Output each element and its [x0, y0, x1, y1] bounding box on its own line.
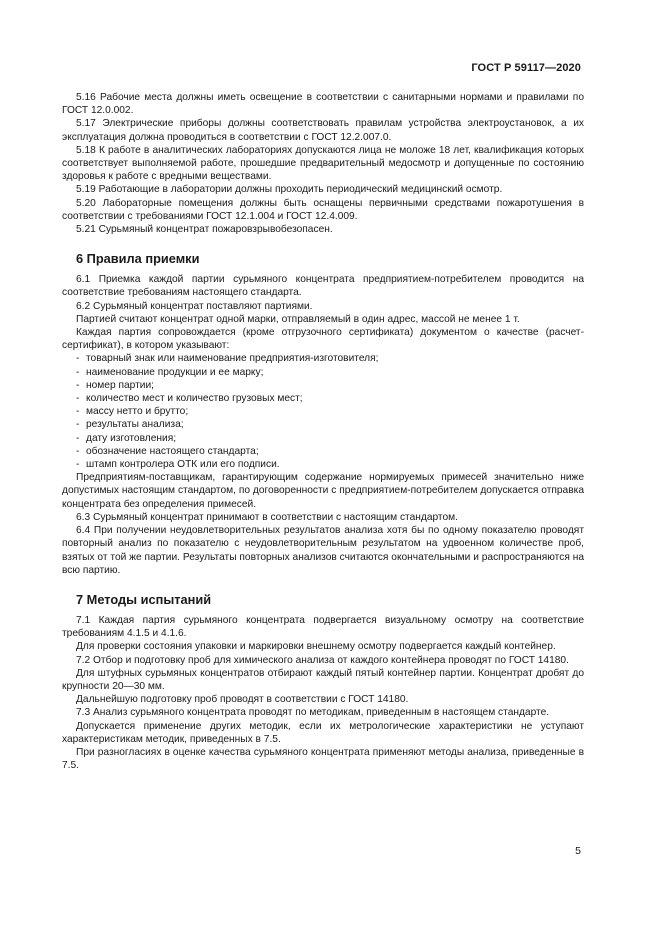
- intro-block: [62, 91, 584, 236]
- paragraph-disputes: При разногласиях в оценке качества сурьмяного концентрата применяют методы анализа, приведенные в 7.5.: [62, 746, 584, 772]
- page-number: 5: [575, 845, 581, 857]
- page-content: [62, 91, 584, 772]
- list-item: - обозначение настоящего стандарта;: [76, 445, 584, 458]
- paragraph-other-methods: Допускается применение других методик, если их метрологические характеристики не уступают характеристикам методик, приведенных в 7.5.: [62, 720, 584, 745]
- paragraph-lot-definition: Партией считают концентрат одной марки, отправляемый в один адрес, массой не менее 1 т.: [76, 313, 520, 325]
- paragraph-6-2: 6.2 Сурьмяный концентрат поставляют партиями.: [76, 300, 313, 312]
- paragraph-6-3: 6.3 Сурьмяный концентрат принимают в соответствии с настоящим стандартом.: [76, 511, 458, 523]
- list-item: - массу нетто и брутто;: [76, 405, 584, 418]
- section-6-title: 6 Правила приемки: [76, 251, 200, 267]
- paragraph-7-1: 7.1 Каждая партия сурьмяного концентрата подвергается визуальному осмотру на соответствие требованиям 4.1.5 и 4.1.6.: [62, 614, 584, 640]
- list-item: - количество мест и количество грузовых мест;: [76, 392, 584, 405]
- paragraph-lump-concentrates: Для штуфных сурьмяных концентратов отбирают каждый пятый контейнер партии. Концентрат дробят до крупности 20—30 мм.: [62, 667, 584, 692]
- paragraph-sample-prep: Дальнейшую подготовку проб проводят в соответствии с ГОСТ 14180.: [76, 694, 409, 706]
- paragraph-5-20: 5.20 Лабораторные помещения должны быть оснащены первичными средствами пожаротушения в соответствии с требованиями ГОСТ 12.1.004 и ГОСТ 12.4.009.: [62, 197, 584, 222]
- paragraph-5-18: 5.18 К работе в аналитических лабораториях допускаются лица не моложе 18 лет, квалификация которых соответствует выполняемой работе, прошедшие предварительный медосмотр и допущенные по состоянию здоровья к работе с вредными веществами.: [62, 144, 584, 183]
- paragraph-5-16: 5.16 Рабочие места должны иметь освещение в соответствии с санитарными нормами и правилами по ГОСТ 12.0.002.: [62, 92, 584, 117]
- quality-document-list: [62, 352, 584, 471]
- section-7-body: [62, 614, 584, 772]
- section-6-body: [62, 273, 584, 577]
- list-item: - товарный знак или наименование предприятия-изготовителя;: [76, 352, 584, 365]
- list-item: - дату изготовления;: [76, 432, 584, 445]
- paragraph-quality-document: Каждая партия сопровождается (кроме отгрузочного сертификата) документом о качестве (расчет-сертификат), в котором указывают:: [62, 327, 584, 352]
- paragraph-5-21: 5.21 Сурьмяный концентрат пожаровзрывобезопасен.: [76, 224, 333, 236]
- paragraph-5-19: 5.19 Работающие в лаборатории должны проходить периодический медицинский осмотр.: [76, 184, 503, 196]
- list-item: - штамп контролера ОТК или его подписи.: [76, 458, 584, 471]
- document-header: ГОСТ Р 59117—2020: [471, 62, 581, 74]
- paragraph-6-4: 6.4 При получении неудовлетворительных результатов анализа хотя бы по одному показателю проводят повторный анализ по показателю с неудовлетворительным результатом на удвоенном количестве проб, взятых от той же партии. Результаты повторных анализов считаются окончательными и распространяются на всю партию.: [62, 525, 584, 576]
- paragraph-6-1: 6.1 Приемка каждой партии сурьмяного концентрата предприятием-потребителем проводится на соответствие требованиям настоящего стандарта.: [62, 274, 584, 299]
- paragraph-5-17: 5.17 Электрические приборы должны соответствовать правилам устройства электроустановок, а их эксплуатация должна проводиться в соответствии с ГОСТ 12.2.007.0.: [62, 118, 584, 143]
- section-7-title: 7 Методы испытаний: [76, 591, 212, 607]
- paragraph-7-2: 7.2 Отбор и подготовку проб для химического анализа от каждого контейнера проводят по ГОСТ 14180.: [76, 654, 569, 666]
- paragraph-packaging-check: Для проверки состояния упаковки и маркировки внешнему осмотру подвергается каждый контейнер.: [76, 641, 556, 653]
- list-item: - результаты анализа;: [76, 418, 584, 431]
- paragraph-suppliers: Предприятиям-поставщикам, гарантирующим содержание нормируемых примесей значительно ниже допустимых настоящим стандартом, по договоренности с предприятием-потребителем допускается отправка концентрата без определения примесей.: [62, 472, 584, 510]
- list-item: - наименование продукции и ее марку;: [76, 366, 584, 379]
- paragraph-7-3: 7.3 Анализ сурьмяного концентрата проводят по методикам, приведенным в настоящем стандарте.: [76, 707, 550, 719]
- list-item: - номер партии;: [76, 379, 584, 392]
